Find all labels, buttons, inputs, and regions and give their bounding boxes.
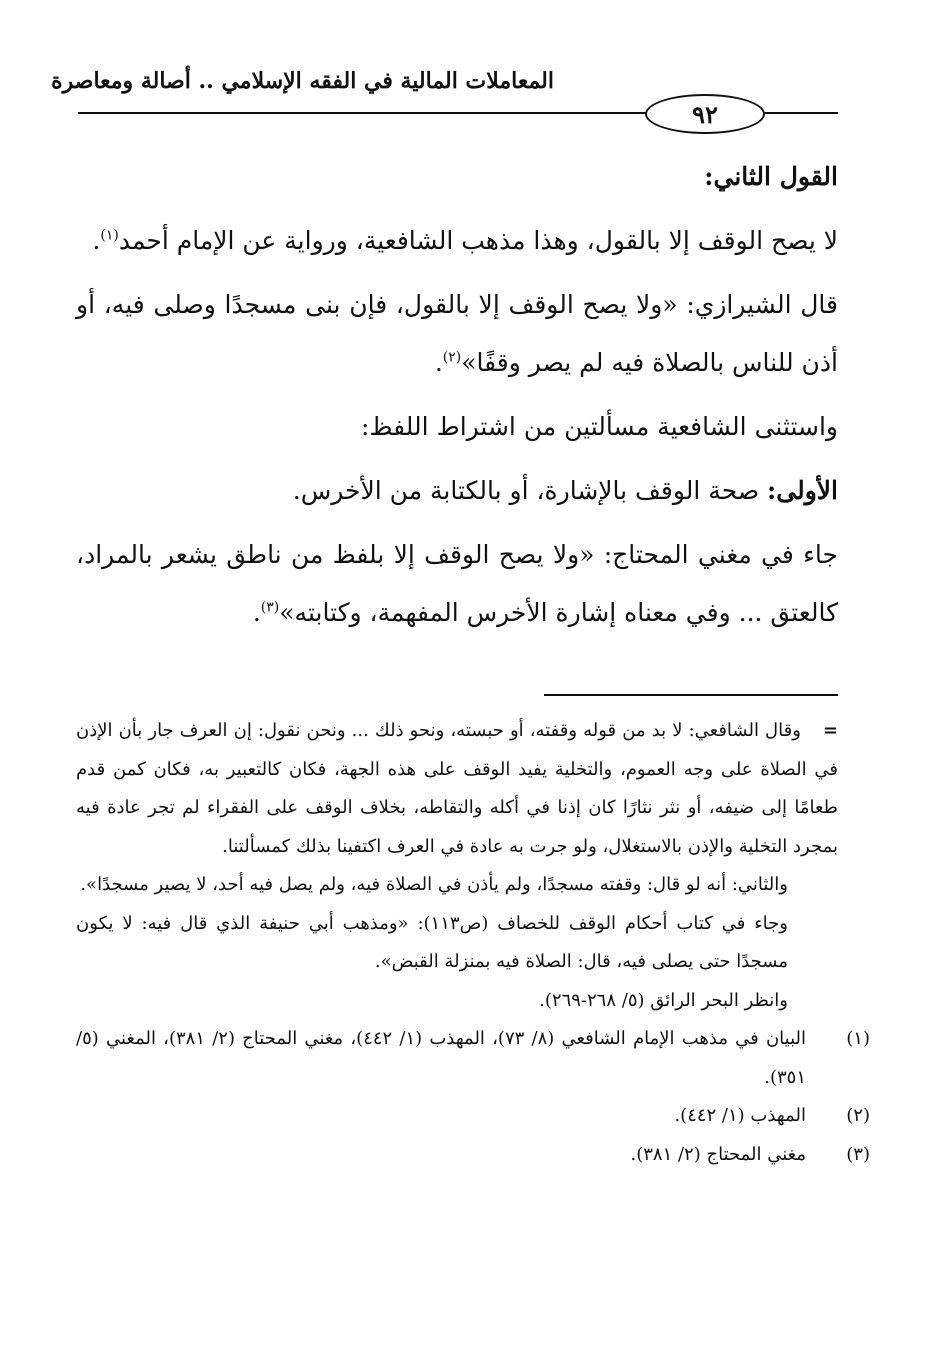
footnote-ref-1: (١) <box>100 227 119 244</box>
section-heading: القول الثاني: <box>704 162 838 191</box>
paragraph-2-text: قال الشيرازي: «ولا يصح الوقف إلا بالقول، فإن بنى مسجدًا وصلى فيه، أو أذن للناس بالصلاة فيه لم يصر وقفًا» <box>76 290 838 377</box>
footnote-3-number: (٣) <box>846 1143 870 1165</box>
paragraph-4 <box>76 462 838 520</box>
page-number-oval <box>645 94 765 134</box>
footnote-1 <box>76 1020 870 1097</box>
paragraph-4-lead: الأولى: <box>767 476 838 505</box>
footnote-2 <box>76 1097 870 1136</box>
paragraph-5-text: جاء في مغني المحتاج: «ولا يصح الوقف إلا بلفظ من ناطق يشعر بالمراد، كالعتق ... وفي معناه إشارة الأخرس المفهمة، وكتابته» <box>76 540 838 627</box>
footnote-continuation-1 <box>76 712 838 866</box>
continuation-mark: = <box>822 720 838 741</box>
page-number: ٩٢ <box>692 99 718 129</box>
footnote-2-text: المهذب (١/ ٤٤٢). <box>674 1105 806 1126</box>
footnote-3-text: مغني المحتاج (٢/ ٣٨١). <box>630 1143 806 1165</box>
paragraph-4-text: صحة الوقف بالإشارة، أو بالكتابة من الأخرس. <box>292 476 760 505</box>
footnote-ref-3: (٣) <box>260 599 280 616</box>
footnote-ref-2: (٢) <box>442 349 462 366</box>
footnote-1-text: البيان في مذهب الإمام الشافعي (٨/ ٧٣)، المهذب (١/ ٤٤٢)، مغني المحتاج (٢/ ٣٨١)، المغني (٥/ ٣٥١). <box>76 1028 806 1088</box>
footnote-separator <box>544 694 838 696</box>
paragraph-2: قال الشيرازي: «ولا يصح الوقف إلا بالقول، فإن بنى مسجدًا وصلى فيه، أو أذن للناس بالصلاة فيه لم يصر وقفًا»$^{(٢)}$. <box>76 290 838 377</box>
footnote-1-number: (١) <box>846 1028 870 1049</box>
main-text <box>76 148 838 648</box>
footnote-3 <box>76 1136 870 1175</box>
paragraph-5: جاء في مغني المحتاج: «ولا يصح الوقف إلا بلفظ من ناطق يشعر بالمراد، كالعتق ... وفي معناه إشارة الأخرس المفهمة، وكتابته»$^{(٣)}$. <box>76 540 838 627</box>
footnote-continuation-4: وانظر البحر الرائق (٥/ ٢٦٨-٢٦٩). <box>539 989 788 1011</box>
footnote-continuation-2: والثاني: أنه لو قال: وقفته مسجدًا، ولم يأذن في الصلاة فيه، ولم يصل فيه أحد، لا يصير مسجدًا». <box>80 874 788 895</box>
footnote-2-number: (٢) <box>846 1105 870 1126</box>
footnotes-section <box>76 712 870 1174</box>
paragraph-3: واستثنى الشافعية مسألتين من اشتراط اللفظ: <box>360 412 838 441</box>
running-header-title: المعاملات المالية في الفقه الإسلامي .. أصالة ومعاصرة <box>51 68 554 94</box>
footnote-continuation-1-text: وقال الشافعي: لا بد من قوله وقفته، أو حبسته، ونحو ذلك ... ونحن نقول: إن العرف جار بأن الإذن في الصلاة على وجه العموم، والتخلية يفيد الوقف على هذه الجهة، فكان كالتعبير به، فكان كمن قدم طعامًا إلى ضيفه، أو نثر نثارًا كان إذنا في أكله والتقاطه، بخلاف الوقف على الفقراء لم تجر عادة فيه بمجرد التخلية والإذن بالاستغلال، ولو جرت به عادة في العرف اكتفينا بذلك كمسألتنا. <box>76 720 838 857</box>
paragraph-1: لا يصح الوقف إلا بالقول، وهذا مذهب الشافعية، ورواية عن الإمام أحمد$^{(١)}$. <box>92 226 838 255</box>
paragraph-1-text: لا يصح الوقف إلا بالقول، وهذا مذهب الشافعية، ورواية عن الإمام أحمد <box>118 226 838 255</box>
footnote-continuation-3: وجاء في كتاب أحكام الوقف للخصاف (ص١١٣): «ومذهب أبي حنيفة الذي قال فيه: لا يكون مسجدًا حتى يصلى فيه، قال: الصلاة فيه بمنزلة القبض». <box>76 912 788 972</box>
